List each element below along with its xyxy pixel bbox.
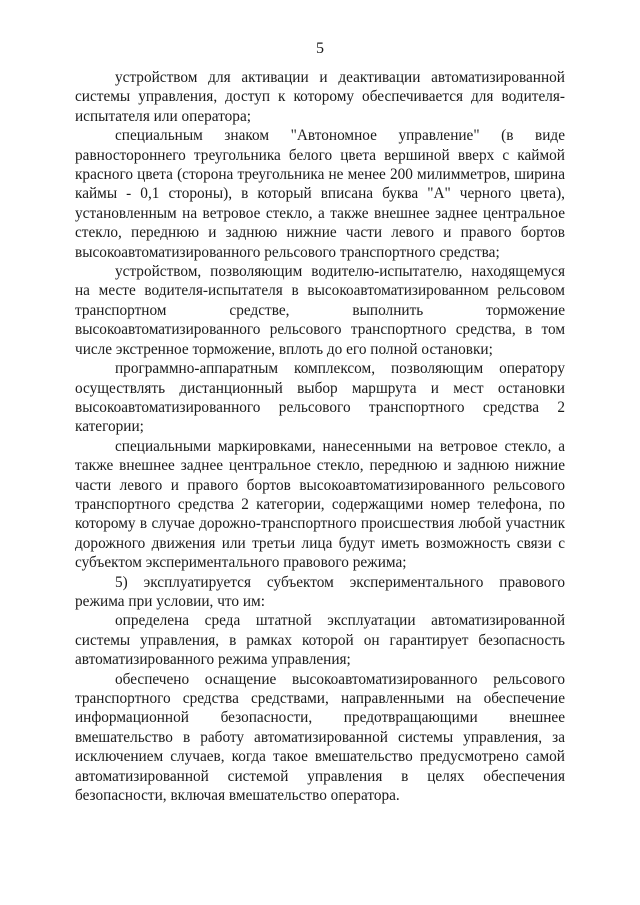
paragraph-route-complex: программно-аппаратным комплексом, позволяющим оператору осуществлять дистанционный выбор маршрута и мест остановки высокоавтоматизированного рельсового транспортного средства 2 категории; xyxy=(75,360,565,436)
paragraph-autonomous-sign: специальным знаком "Автономное управление" (в виде равностороннего треугольника белого цвета вершиной вверх с каймой красного цвета (сторона треугольника не менее 200 милимметров, ширина каймы - 0,1 стороны), в который вписана буква "А" черного цвета), установленным на ветровое стекло, а также внешнее заднее центральное стекло, переднюю и заднюю нижние части левого и правого бортов высокоавтоматизированного рельсового транспортного средства; xyxy=(75,127,565,261)
paragraph-braking-device: устройством, позволяющим водителю-испытателю, находящемуся на месте водителя-испытателя в высокоавтоматизированном рельсовом транспортном средстве, выполнить торможение высокоавтоматизированного рельсового транспортного средства, в том числе экстренное торможение, вплоть до его полной остановки; xyxy=(75,263,565,358)
paragraph-information-security: обеспечено оснащение высокоавтоматизированного рельсового транспортного средства средствами, направленными на обеспечение информационной безопасности, предотвращающими внешнее вмешательство в работу автоматизированной системы управления, за исключением случаев, когда такое вмешательство предусмотрено самой автоматизированной системой управления в целях обеспечения безопасности, включая вмешательство оператора. xyxy=(75,670,565,805)
paragraph-markings: специальными маркировками, нанесенными на ветровое стекло, а также внешнее заднее центральное стекло, переднюю и заднюю нижние части левого и правого бортов высокоавтоматизированного рельсового транспортного средства 2 категории, содержащими номер телефона, по которому в случае дорожно-транспортного происшествия любой участник дорожного движения или третьи лица будут иметь возможность связи с субъектом экспериментального правового режима; xyxy=(75,437,565,572)
page-number: 5 xyxy=(316,40,324,57)
paragraph-operating-environment: определена среда штатной эксплуатации автоматизированной системы управления, в рамках которой он гарантирует безопасность автоматизированного режима управления; xyxy=(75,612,565,669)
paragraph-activation-device: устройством для активации и деактивации автоматизированной системы управления, доступ к которому обеспечивается для водителя-испытателя или оператора; xyxy=(75,69,565,125)
document-body xyxy=(75,68,565,805)
paragraph-item-5: 5) эксплуатируется субъектом экспериментального правового режима при условии, что им: xyxy=(75,573,565,610)
